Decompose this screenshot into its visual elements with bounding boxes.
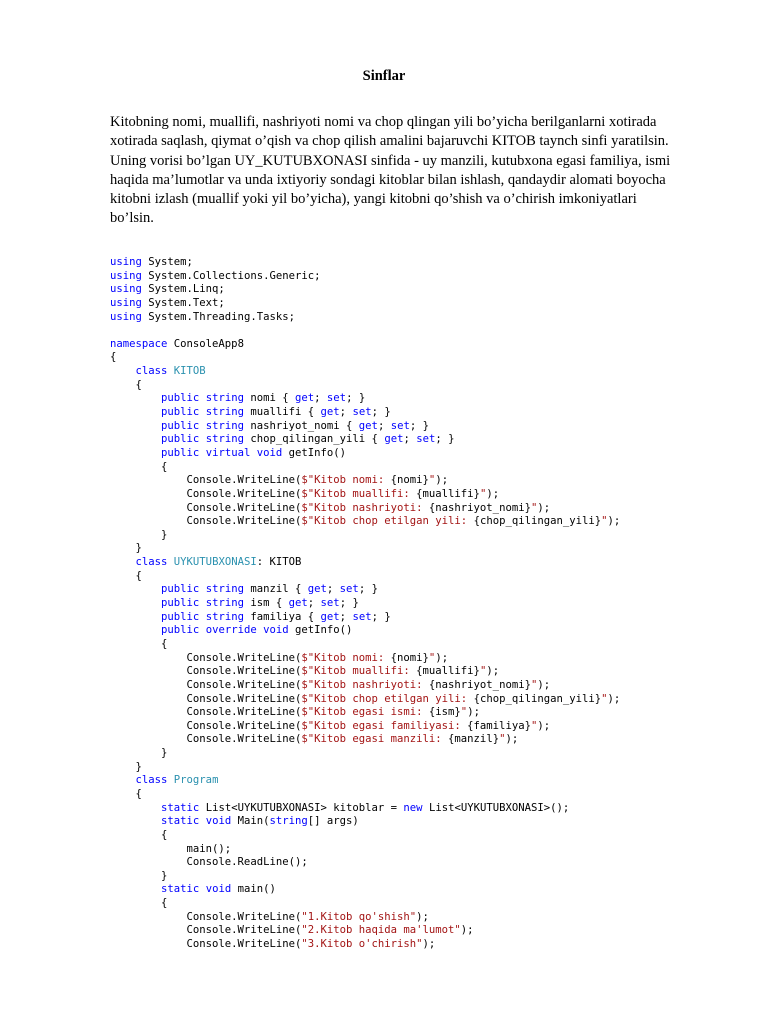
code-keyword: public xyxy=(161,406,200,419)
code-keyword: get xyxy=(307,583,327,596)
code-text xyxy=(110,433,161,445)
code-keyword: class xyxy=(135,365,168,378)
code-keyword: using xyxy=(110,256,142,268)
code-text: Console.ReadLine(); xyxy=(110,856,308,869)
code-text: ; } xyxy=(371,610,391,623)
code-text: {manzil} xyxy=(448,733,500,746)
code-text: System.Linq; xyxy=(141,283,225,296)
code-keyword: set xyxy=(352,406,372,419)
code-text: { xyxy=(110,828,168,841)
code-keyword: set xyxy=(320,597,340,610)
code-text: Console.WriteLine( xyxy=(110,474,302,487)
code-text: : KITOB xyxy=(256,556,302,569)
code-text: {nashriyot_nomi} xyxy=(428,501,531,514)
code-keyword: string xyxy=(205,583,244,596)
code-line xyxy=(110,733,620,747)
code-line xyxy=(110,897,620,911)
code-text xyxy=(110,406,161,418)
code-line xyxy=(110,542,620,556)
code-text: ; xyxy=(314,392,327,405)
code-line xyxy=(110,406,620,420)
code-string: $"Kitob muallifi: xyxy=(301,665,417,678)
code-string: $"Kitob nashriyoti: xyxy=(301,678,429,691)
code-keyword: class xyxy=(135,774,168,787)
code-text xyxy=(110,392,161,404)
code-text: muallifi { xyxy=(243,406,321,419)
code-string: $"Kitob muallifi: xyxy=(301,487,417,500)
code-text: ; } xyxy=(435,433,455,446)
code-text: List<UYKUTUBXONASI> kitoblar = xyxy=(199,801,404,814)
code-string: "3.Kitob o'chirish" xyxy=(301,938,423,951)
code-line xyxy=(110,815,620,829)
code-line xyxy=(110,706,620,720)
code-text xyxy=(110,583,161,595)
code-keyword: set xyxy=(326,392,347,405)
code-line xyxy=(110,447,620,461)
code-text: } xyxy=(110,869,168,882)
code-text: getInfo() xyxy=(288,624,353,637)
code-text: ); xyxy=(537,678,551,691)
code-text: Console.WriteLine( xyxy=(110,910,302,923)
code-keyword: virtual xyxy=(205,446,251,459)
code-keyword: void xyxy=(263,624,289,637)
code-text: System.Collections.Generic; xyxy=(141,269,321,282)
code-text: [] args) xyxy=(307,815,359,828)
code-type-name: UYKUTUBXONASI xyxy=(173,556,257,569)
code-text xyxy=(110,420,161,432)
code-keyword: get xyxy=(320,610,340,623)
code-string: " xyxy=(428,474,436,487)
code-line xyxy=(110,761,620,775)
code-string: " xyxy=(428,651,436,664)
code-line xyxy=(110,638,620,652)
code-text: ); xyxy=(435,474,449,487)
code-text: Console.WriteLine( xyxy=(110,719,302,732)
code-line xyxy=(110,611,620,625)
code-keyword: get xyxy=(384,433,404,446)
code-text: ); xyxy=(467,706,480,719)
code-text xyxy=(110,624,161,636)
code-keyword: public xyxy=(161,624,200,637)
code-keyword: using xyxy=(110,283,142,296)
code-keyword: using xyxy=(110,269,142,282)
code-line xyxy=(110,938,620,952)
code-keyword: set xyxy=(339,583,359,596)
code-text xyxy=(110,802,161,814)
code-line xyxy=(110,461,620,475)
code-line xyxy=(110,693,620,707)
code-text: Console.WriteLine( xyxy=(110,706,302,719)
code-text: Console.WriteLine( xyxy=(110,733,302,746)
code-line xyxy=(110,351,620,365)
task-description-paragraph xyxy=(110,113,710,229)
code-text: Console.WriteLine( xyxy=(110,924,302,937)
code-line xyxy=(110,911,620,925)
code-string: " xyxy=(530,678,538,691)
code-keyword: set xyxy=(352,610,372,623)
paragraph-line: Uning vorisi bo’lgan UY_KUTUBXONASI sinfida - uy manzili, kutubxona egasi familiya, ismi xyxy=(110,152,671,169)
code-text: {nashriyot_nomi} xyxy=(428,678,531,691)
code-line xyxy=(110,365,620,379)
code-line xyxy=(110,556,620,570)
code-line xyxy=(110,392,620,406)
code-line xyxy=(110,774,620,788)
code-string: " xyxy=(530,501,538,514)
code-text: manzil { xyxy=(243,583,308,596)
code-keyword: using xyxy=(110,310,142,323)
code-line xyxy=(110,433,620,447)
code-line xyxy=(110,720,620,734)
code-text: ; xyxy=(339,406,353,419)
paragraph-line: haqida ma’lumotlar va unda ixtiyoriy sondagi kitoblar bilan ishlash, qandaydir alomati boyocha xyxy=(110,171,666,188)
code-line xyxy=(110,747,620,761)
code-text xyxy=(110,597,161,609)
code-text: } xyxy=(110,528,168,541)
code-keyword: void xyxy=(205,815,232,828)
code-keyword: static xyxy=(161,815,200,828)
code-line xyxy=(110,856,620,870)
code-text: { xyxy=(110,569,142,582)
code-text: ); xyxy=(607,692,621,705)
code-string: $"Kitob nomi: xyxy=(301,651,391,664)
code-line xyxy=(110,597,620,611)
code-keyword: string xyxy=(205,610,244,623)
code-text: Console.WriteLine( xyxy=(110,501,302,514)
code-text: Console.WriteLine( xyxy=(110,692,302,705)
code-type-name: KITOB xyxy=(173,365,206,378)
code-keyword: string xyxy=(205,597,244,610)
code-keyword: string xyxy=(205,433,244,446)
code-text: System.Text; xyxy=(141,296,225,309)
code-text: ism { xyxy=(243,597,289,610)
code-keyword: public xyxy=(161,597,200,610)
code-text: {nomi} xyxy=(390,474,429,487)
code-line xyxy=(110,924,620,938)
code-text: { xyxy=(110,897,168,910)
code-line xyxy=(110,297,620,311)
code-keyword: new xyxy=(403,801,423,814)
code-string: " xyxy=(460,706,468,719)
code-text xyxy=(110,365,136,377)
code-text: ; } xyxy=(371,406,391,419)
code-text: {familiya} xyxy=(467,719,531,732)
code-keyword: public xyxy=(161,446,200,459)
code-line xyxy=(110,488,620,502)
code-text: ; } xyxy=(409,419,429,432)
code-text: Console.WriteLine( xyxy=(110,678,302,691)
code-text: { xyxy=(110,787,142,800)
code-text: main() xyxy=(231,883,276,896)
code-keyword: get xyxy=(358,419,378,432)
code-string: $"Kitob chop etilgan yili: xyxy=(301,692,474,705)
code-string: $"Kitob egasi ismi: xyxy=(301,706,429,719)
code-line xyxy=(110,474,620,488)
code-string: "2.Kitob haqida ma'lumot" xyxy=(301,924,461,937)
code-text: ; xyxy=(326,583,340,596)
code-line xyxy=(110,324,620,338)
code-line xyxy=(110,311,620,325)
code-keyword: public xyxy=(161,392,200,405)
code-listing xyxy=(110,256,620,952)
code-text: { xyxy=(110,378,142,391)
code-text: } xyxy=(110,747,168,760)
code-text: ; xyxy=(339,610,353,623)
code-line xyxy=(110,256,620,270)
code-line xyxy=(110,883,620,897)
paragraph-line: bo’lsin. xyxy=(110,210,154,227)
document-title: Sinflar xyxy=(362,68,406,84)
code-string: $"Kitob nashriyoti: xyxy=(301,501,429,514)
code-keyword: using xyxy=(110,296,142,309)
code-text: chop_qilingan_yili { xyxy=(243,433,385,446)
code-keyword: override xyxy=(205,624,257,637)
code-keyword: get xyxy=(295,392,315,405)
code-text: ); xyxy=(435,651,449,664)
code-keyword: static xyxy=(161,801,200,814)
paragraph-line: xotirada saqlash, qiymat o’qish va chop qilish amalini bajaruvchi KITOB taynch sinfi yaratilsin. xyxy=(110,133,669,150)
code-text xyxy=(110,774,136,786)
code-text: {muallifi} xyxy=(416,487,480,500)
code-keyword: public xyxy=(161,433,200,446)
code-text: ); xyxy=(607,515,621,528)
code-text: Console.WriteLine( xyxy=(110,651,302,664)
code-line xyxy=(110,420,620,434)
code-line xyxy=(110,529,620,543)
code-line xyxy=(110,679,620,693)
code-text: { xyxy=(110,460,168,473)
code-line xyxy=(110,570,620,584)
code-text: ); xyxy=(486,487,500,500)
code-text: nomi { xyxy=(243,392,296,405)
code-line xyxy=(110,270,620,284)
code-text: List<UYKUTUBXONASI>(); xyxy=(422,801,570,814)
code-keyword: string xyxy=(269,815,308,828)
code-text: {chop_qilingan_yili} xyxy=(473,515,602,528)
code-text: familiya { xyxy=(243,610,321,623)
code-text: ); xyxy=(537,719,551,732)
code-text: ); xyxy=(537,501,551,514)
code-line xyxy=(110,583,620,597)
code-text: ; xyxy=(403,433,417,446)
code-text: Console.WriteLine( xyxy=(110,487,302,500)
paragraph-line: kitobni izlash (muallif yoki yil bo’yicha), yangi kitobni qo’shish va o’chirish imkoniyatlari xyxy=(110,191,637,208)
code-keyword: set xyxy=(390,419,410,432)
code-text: ; } xyxy=(339,597,359,610)
code-string: " xyxy=(479,487,487,500)
code-text: ; xyxy=(307,597,321,610)
code-text xyxy=(110,883,161,895)
code-text: } xyxy=(110,760,142,773)
code-keyword: get xyxy=(288,597,308,610)
code-text: ); xyxy=(416,910,429,923)
code-string: " xyxy=(479,665,487,678)
code-text: ); xyxy=(422,938,436,951)
code-type-name: Program xyxy=(173,774,219,787)
code-line xyxy=(110,788,620,802)
code-keyword: public xyxy=(161,583,200,596)
code-text: ; } xyxy=(346,392,366,405)
code-text: {chop_qilingan_yili} xyxy=(473,692,602,705)
code-text: ); xyxy=(486,665,500,678)
code-string: $"Kitob chop etilgan yili: xyxy=(301,515,474,528)
code-text: Console.WriteLine( xyxy=(110,665,302,678)
code-line xyxy=(110,652,620,666)
code-keyword: void xyxy=(256,446,283,459)
code-text xyxy=(110,447,161,459)
code-line xyxy=(110,502,620,516)
code-string: " xyxy=(601,692,608,705)
code-keyword: class xyxy=(135,556,168,569)
code-line xyxy=(110,338,620,352)
code-string: $"Kitob egasi familiyasi: xyxy=(301,719,468,732)
code-line xyxy=(110,843,620,857)
code-string: " xyxy=(499,733,506,746)
code-text xyxy=(110,556,136,568)
code-line xyxy=(110,829,620,843)
code-line xyxy=(110,515,620,529)
code-string: $"Kitob nomi: xyxy=(301,474,391,487)
code-text: ); xyxy=(505,733,519,746)
code-keyword: public xyxy=(161,610,200,623)
code-text: } xyxy=(110,542,142,555)
code-text: {muallifi} xyxy=(416,665,480,678)
code-string: " xyxy=(530,719,538,732)
code-text xyxy=(110,611,161,623)
code-line xyxy=(110,870,620,884)
code-text: main(); xyxy=(110,842,232,855)
code-line xyxy=(110,802,620,816)
code-keyword: public xyxy=(161,419,200,432)
code-text: ); xyxy=(460,924,474,937)
code-keyword: set xyxy=(416,433,436,446)
code-keyword: string xyxy=(205,392,244,405)
code-line xyxy=(110,665,620,679)
code-string: " xyxy=(601,515,608,528)
code-text: ; } xyxy=(358,583,378,596)
code-string: $"Kitob egasi manzili: xyxy=(301,733,449,746)
code-text: ; xyxy=(377,419,391,432)
code-text: { xyxy=(110,351,117,364)
code-text: Console.WriteLine( xyxy=(110,515,302,528)
code-keyword: static xyxy=(161,883,200,896)
code-text xyxy=(110,815,161,827)
code-text: ConsoleApp8 xyxy=(167,337,244,350)
paragraph-line: Kitobning nomi, muallifi, nashriyoti nomi va chop qlingan yili bo’yicha berilganlarni xotirada xyxy=(110,114,657,130)
code-line xyxy=(110,379,620,393)
code-keyword: string xyxy=(205,419,244,432)
code-text: System.Threading.Tasks; xyxy=(141,310,295,323)
code-keyword: void xyxy=(205,883,232,896)
code-string: "1.Kitob qo'shish" xyxy=(301,910,417,923)
code-text: {nomi} xyxy=(390,651,429,664)
code-keyword: string xyxy=(205,406,244,419)
code-text: Main( xyxy=(231,815,270,828)
code-keyword: namespace xyxy=(110,337,168,350)
code-text: { xyxy=(110,637,168,650)
code-text: Console.WriteLine( xyxy=(110,938,302,951)
code-line xyxy=(110,283,620,297)
code-text: nashriyot_nomi { xyxy=(243,419,359,432)
code-text: getInfo() xyxy=(282,446,347,459)
code-line xyxy=(110,624,620,638)
code-text: System; xyxy=(141,256,193,268)
code-keyword: get xyxy=(320,406,340,419)
code-text: {ism} xyxy=(428,706,461,719)
